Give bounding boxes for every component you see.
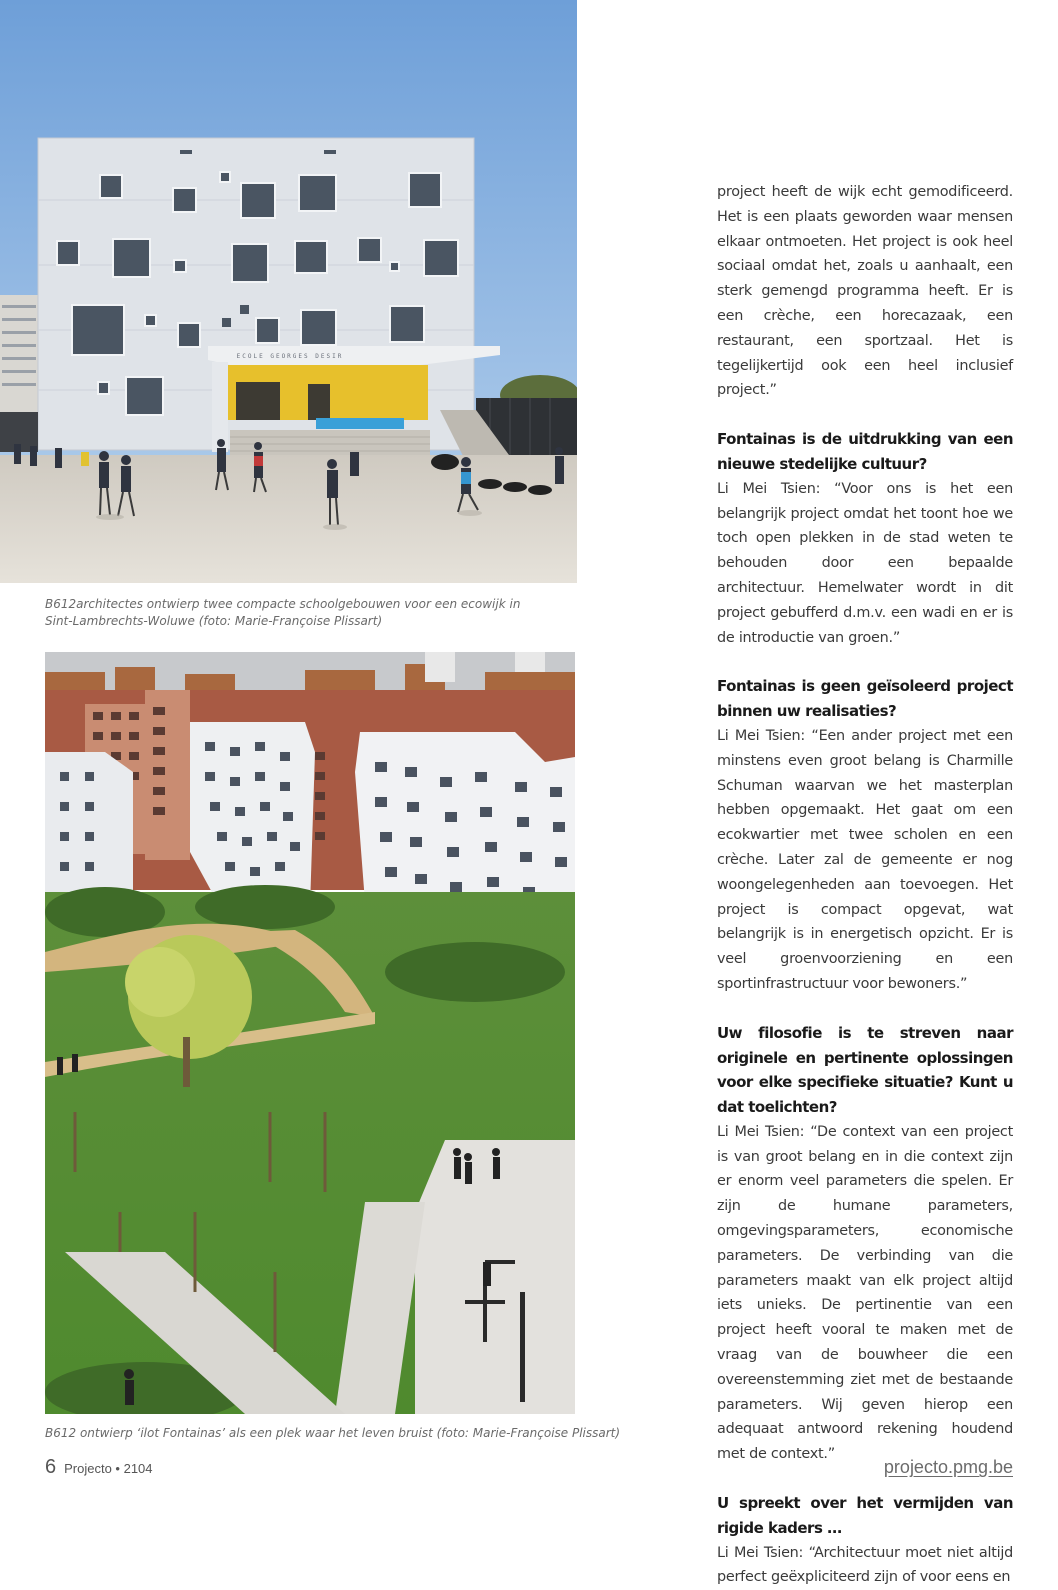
photo-caption-school: B612architectes ontwierp twee compacte schoolgebouwen voor een ecowijk in Sint-Lambrechts-Woluwe (foto: Marie-Françoise Plissart) [45, 597, 521, 628]
fontainas-housing-photo [45, 652, 575, 1414]
website-link[interactable]: projecto.pmg.be [883, 1457, 1013, 1477]
interview-question: Fontainas is de uitdrukking van een nieuwe stedelijke cultuur? [717, 430, 1013, 473]
school-building-photo [0, 0, 577, 583]
interview-question: U spreekt over het vermijden van rigide kaders … [717, 1494, 1013, 1537]
interview-answer: Li Mei Tsien: “Architectuur moet niet altijd perfect geëxpliciteerd zijn of voor eens en [717, 1544, 1013, 1586]
interview-question: Fontainas is geen geïsoleerd project binnen uw realisaties? [717, 677, 1013, 721]
magazine-issue: Projecto • 2104 [64, 1461, 153, 1476]
interview-question: Uw filosofie is te streven naar originele en pertinente oplossingen voor elke specifieke situatie? Kunt u dat toelichten? [717, 1023, 1013, 1117]
school-sign: ECOLE GEORGES DESIR [236, 353, 344, 360]
page-footer [45, 1456, 153, 1479]
article-intro: project heeft de wijk echt gemodificeerd. Het is een plaats geworden waar mensen elkaar ontmoeten. Het project is ook heel sociaal omdat het, zoals u aanhaalt, een sterk gemengd programma heeft. Er is een crèche, een horecazaak, een restaurant, een sportzaal. Het is tegelijkertijd ook een heel inclusief project.” [717, 184, 1013, 399]
photo-caption-fontainas: B612 ontwierp ‘ilot Fontainas’ als een plek waar het leven bruist (foto: Marie-Françoise Plissart) [45, 1426, 621, 1440]
interview-answer: Li Mei Tsien: “De context van een project is van groot belang en in die context zijn er enorm veel parameters die spelen. Er zijn de humane parameters, omgevingsparameters, economische parameters. De verbinding van die parameters maakt van elk project altijd iets unieks. De pertinentie van een project heeft vooral te maken met de vraag van de bouwheer die een overeenstemming ziet met de bestaande parameters. Wij geven hierop een adequaat antwoord rekening houdend met de context.” [717, 1123, 1013, 1463]
interview-answer: Li Mei Tsien: “Een ander project met een minstens even groot belang is Charmille Schuman waarvan we het masterplan hebben opgemaakt. Het gaat om een ecokwartier met twee scholen en een crèche. Later zal de gemeente er nog woongelegenheden aan toevoegen. Het project is compact opgevat, wat belangrijk is in energetisch opzicht. Er is veel groenvoorziening en een sportinfrastructuur voor bewoners.” [717, 727, 1013, 992]
article-column [717, 180, 1013, 1590]
page-number: 6 [45, 1456, 57, 1478]
interview-answer: Li Mei Tsien: “Voor ons is het een belangrijk project omdat het toont hoe we toch open plekken in de stad weten te behouden door een bepaalde architectuur. Hemelwater wordt in dit project gebufferd d.m.v. een wadi en er is de introductie van groen.” [717, 480, 1013, 646]
